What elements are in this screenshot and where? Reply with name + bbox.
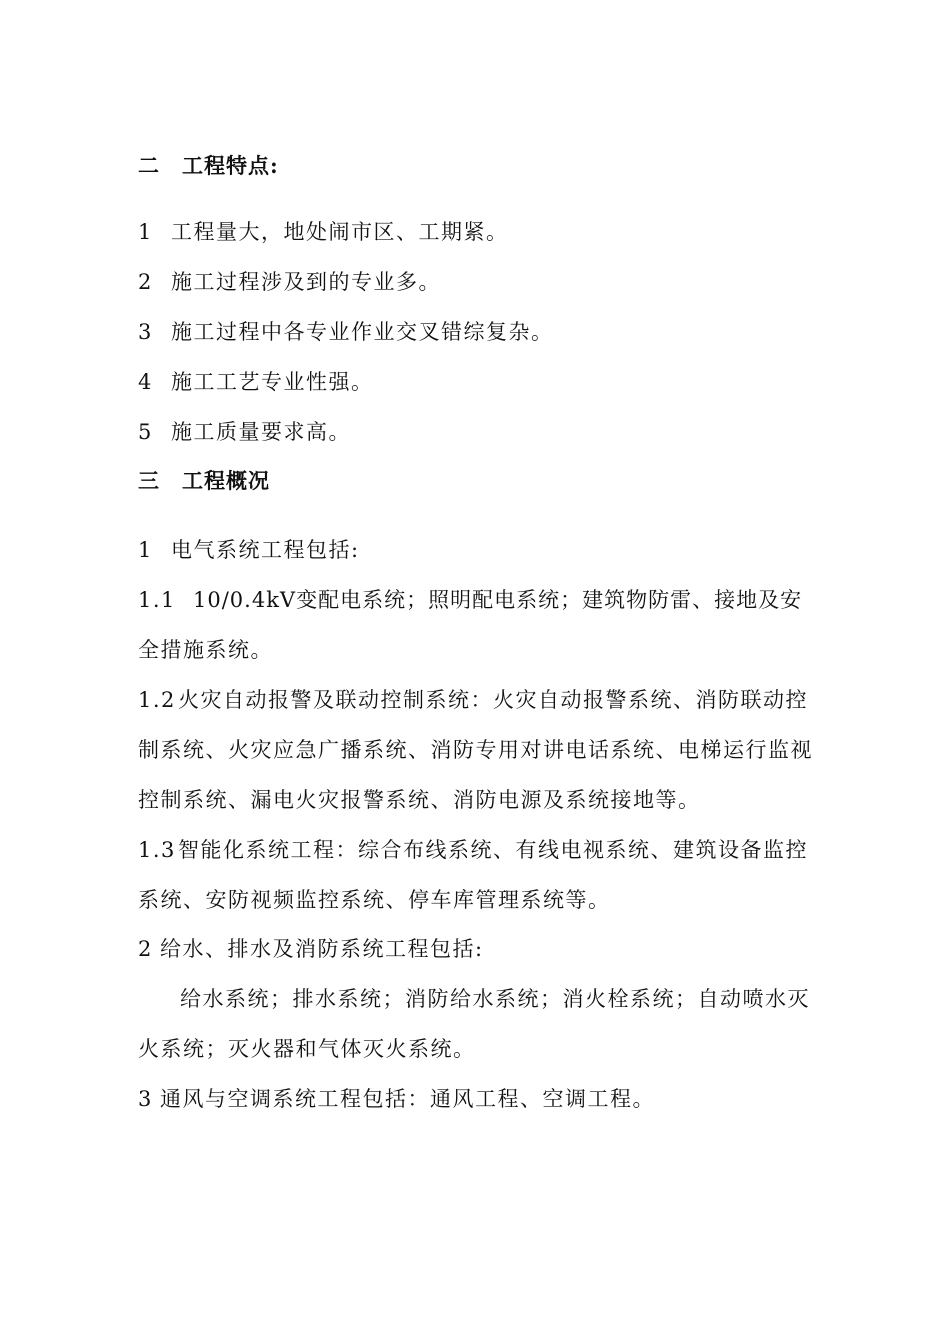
heading-text: 工程特点: bbox=[182, 153, 279, 178]
paragraph-text: 10/0.4kV变配电系统；照明配电系统；建筑物防雷、接地及安 bbox=[193, 588, 803, 612]
list-item bbox=[138, 367, 374, 397]
paragraph-text: 给水系统；排水系统；消防给水系统；消火栓系统；自动喷水灭 bbox=[180, 987, 810, 1011]
paragraph-text: 电气系统工程包括: bbox=[171, 538, 360, 562]
paragraph-electrical bbox=[138, 535, 360, 565]
item-text: 工程量大，地处闹市区、工期紧。 bbox=[171, 220, 509, 244]
paragraph-1-1-line bbox=[138, 585, 802, 615]
paragraph-1-3-line bbox=[138, 885, 611, 915]
paragraph-1-1-line bbox=[138, 635, 273, 665]
item-text: 施工工艺专业性强。 bbox=[171, 370, 374, 394]
paragraph-1-2-line bbox=[138, 685, 808, 715]
paragraph-text: 通风与空调系统工程包括：通风工程、空调工程。 bbox=[160, 1087, 655, 1111]
paragraph-text: 智能化系统工程：综合布线系统、有线电视系统、建筑设备监控 bbox=[178, 838, 808, 862]
item-number: 3 bbox=[138, 320, 153, 344]
section-heading-overview bbox=[138, 466, 270, 496]
section-heading-features bbox=[138, 151, 279, 181]
item-number: 1 bbox=[138, 220, 153, 244]
paragraph-1-2-line bbox=[138, 785, 701, 815]
paragraph-text: 火灾自动报警及联动控制系统：火灾自动报警系统、消防联动控 bbox=[178, 688, 808, 712]
paragraph-number: 1 bbox=[138, 538, 153, 562]
list-item bbox=[138, 417, 351, 447]
paragraph-number: 1.2 bbox=[138, 688, 176, 712]
paragraph-text: 全措施系统。 bbox=[138, 638, 273, 662]
heading-number: 三 bbox=[138, 468, 160, 493]
paragraph-water bbox=[138, 934, 484, 964]
paragraph-number: 1.3 bbox=[138, 838, 176, 862]
paragraph-number: 3 bbox=[138, 1087, 153, 1111]
paragraph-number: 2 bbox=[138, 937, 153, 961]
paragraph-text: 给水、排水及消防系统工程包括: bbox=[160, 937, 484, 961]
item-number: 4 bbox=[138, 370, 153, 394]
item-number: 2 bbox=[138, 270, 153, 294]
paragraph-1-3-line bbox=[138, 835, 808, 865]
paragraph-hvac bbox=[138, 1084, 655, 1114]
item-text: 施工过程中各专业作业交叉错综复杂。 bbox=[171, 320, 554, 344]
heading-text: 工程概况 bbox=[182, 468, 270, 493]
list-item bbox=[138, 217, 509, 247]
item-text: 施工质量要求高。 bbox=[171, 420, 351, 444]
paragraph-1-2-line bbox=[138, 735, 813, 765]
paragraph-water-line bbox=[180, 984, 810, 1014]
list-item bbox=[138, 317, 554, 347]
paragraph-text: 火系统；灭火器和气体灭火系统。 bbox=[138, 1037, 476, 1061]
item-number: 5 bbox=[138, 420, 153, 444]
heading-number: 二 bbox=[138, 153, 160, 178]
list-item bbox=[138, 267, 441, 297]
item-text: 施工过程涉及到的专业多。 bbox=[171, 270, 441, 294]
paragraph-text: 系统、安防视频监控系统、停车库管理系统等。 bbox=[138, 888, 611, 912]
paragraph-number: 1.1 bbox=[138, 588, 176, 612]
paragraph-text: 制系统、火灾应急广播系统、消防专用对讲电话系统、电梯运行监视 bbox=[138, 738, 813, 762]
paragraph-water-line bbox=[138, 1034, 476, 1064]
paragraph-text: 控制系统、漏电火灾报警系统、消防电源及系统接地等。 bbox=[138, 788, 701, 812]
